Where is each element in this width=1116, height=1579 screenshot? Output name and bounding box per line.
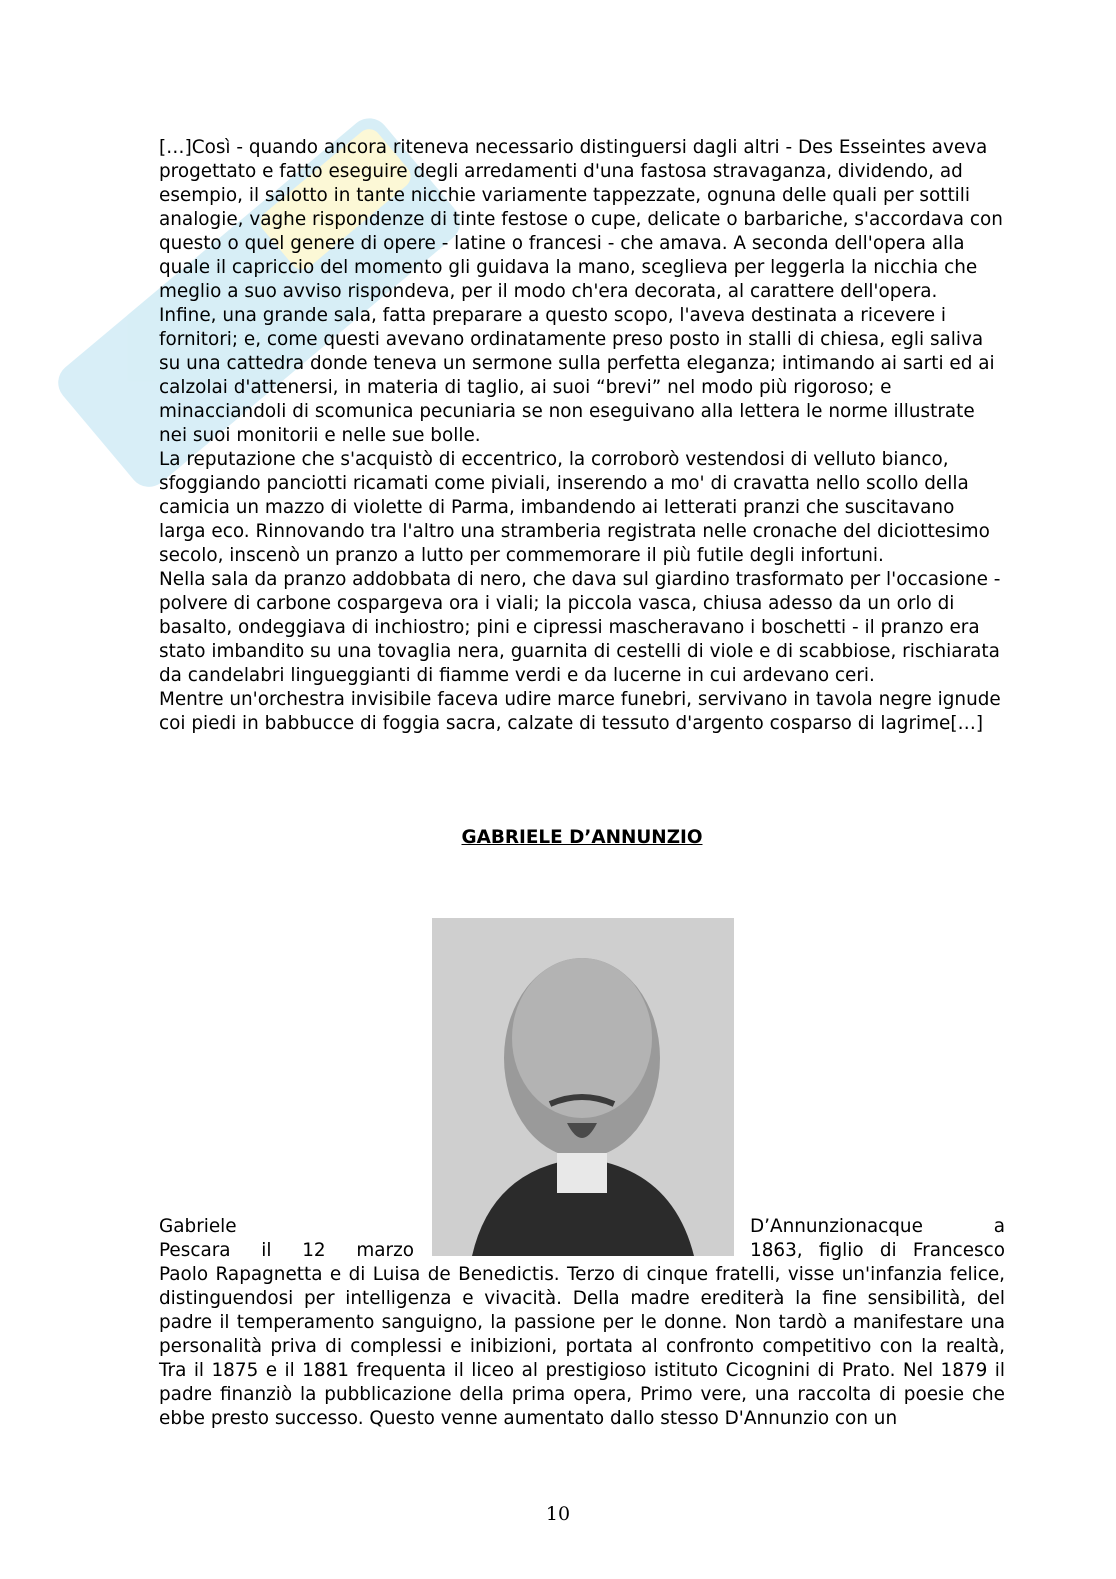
excerpt-paragraph: Mentre un'orchestra invisibile faceva udire marce funebri, servivano in tavola negre ignude coi piedi in babbucce di foggia sacra, calzate di tessuto d'argento cosparso di lagrime[…]: [159, 689, 1001, 734]
bio-line: 1863, figlio di Francesco: [750, 1240, 1005, 1261]
bio-right-column: [750, 1215, 1005, 1263]
excerpt-text: [159, 136, 1005, 736]
bio-line: Gabriele: [159, 1216, 237, 1237]
bio-line: D’Annunzionacque a: [750, 1216, 1005, 1237]
page-number: 10: [545, 1503, 571, 1525]
excerpt-paragraph: […]Così - quando ancora riteneva necessario distinguersi dagli altri - Des Esseintes aveva progettato e fatto eseguire degli arredamenti d'una fastosa stravaganza, dividendo, ad esempio, il salotto in tante nicchie variamente tappezzate, ognuna delle quali per sottili analogie, vaghe rispondenze di tinte festose o cupe, delicate o barbariche, s'accordava con questo o quel genere di opere - latine o francesi - che amava. A seconda dell'opera alla quale il capriccio del momento gli guidava la mano, sceglieva per leggerla la nicchia che meglio a suo avviso rispondeva, per il modo ch'era decorata, al carattere dell'opera.: [159, 137, 1003, 302]
bio-line: Pescara il 12 marzo: [159, 1240, 414, 1261]
excerpt-paragraph: La reputazione che s'acquistò di eccentrico, la corroborò vestendosi di velluto bianco, sfoggiando panciotti ricamati come piviali, inserendo a mo' di cravatta nello scollo della camicia un mazzo di violette di Parma, imbandendo ai letterati pranzi che suscitavano larga eco. Rinnovando tra l'altro una stramberia registrata nelle cronache del diciottesimo secolo, inscenò un pranzo a lutto per commemorare il più futile degli infortuni.: [159, 449, 990, 566]
excerpt-paragraph: Nella sala da pranzo addobbata di nero, che dava sul giardino trasformato per l'occasione - polvere di carbone cospargeva ora i viali; la piccola vasca, chiusa adesso da un orlo di basalto, ondeggiava di inchiostro; pini e cipressi mascheravano i boschetti - il pranzo era stato imbandito su una tovaglia nera, guarnita di cestelli di viole e di scabbiose, rischiarata da candelabri lingueggianti di fiamme verdi e da lucerne in cui ardevano ceri.: [159, 569, 1001, 686]
bio-left-column: [159, 1215, 414, 1263]
section-heading: GABRIELE D’ANNUNZIO: [461, 827, 703, 848]
excerpt-paragraph: Infine, una grande sala, fatta preparare a questo scopo, l'aveva destinata a ricevere i fornitori; e, come questi avevano ordinatamente preso posto in stalli di chiesa, egli saliva su una cattedra donde teneva un sermone sulla perfetta eleganza; intimando ai sarti ed ai calzolai d'attenersi, in materia di taglio, ai suoi “brevi” nel modo più rigoroso; e minacciandoli di scomunica pecuniaria se non eseguivano alla lettera le norme illustrate nei suoi monitorii e nelle sue bolle.: [159, 305, 995, 446]
bio-paragraph: Paolo Rapagnetta e di Luisa de Benedictis. Terzo di cinque fratelli, visse un'infanzia felice, distinguendosi per intelligenza e vivacità. Della madre erediterà la fine sensibilità, del padre il temperamento sanguigno, la passione per le donne. Non tardò a manifestare una personalità priva di complessi e inibizioni, portata al confronto competitivo con la realtà, Tra il 1875 e il 1881 frequenta il liceo al prestigioso istituto Cicognini di Prato. Nel 1879 il padre finanziò la pubblicazione della prima opera, Primo vere, una raccolta di poesie che ebbe presto successo. Questo venne aumentato dallo stesso D'Annunzio con un: [159, 1264, 1005, 1429]
portrait-photo: [432, 918, 734, 1256]
